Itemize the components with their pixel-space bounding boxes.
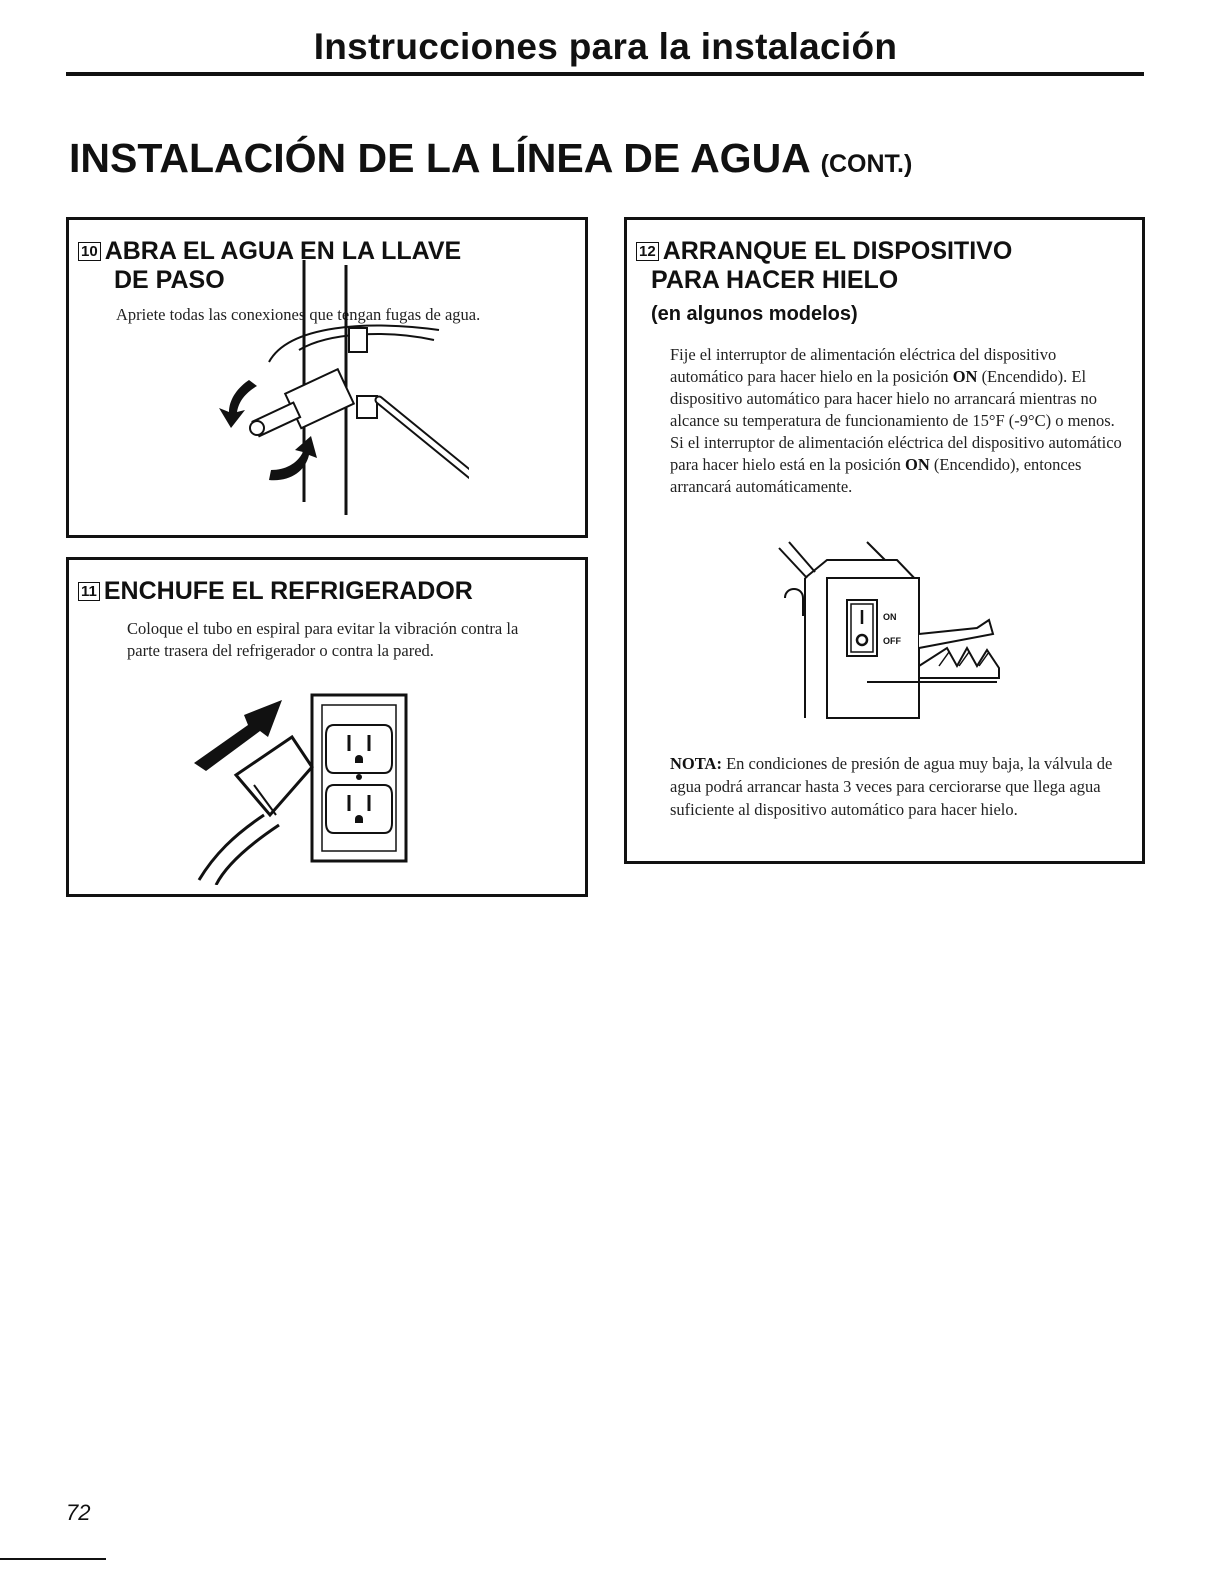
step-12-note <box>670 752 1130 821</box>
step-12-note-text: En condiciones de presión de agua muy baja, la válvula de agua podrá arrancar hasta 3 veces para cerciorarse que llega agua suficiente al dispositivo automático para hacer hielo. <box>670 754 1113 819</box>
step-11-panel <box>66 557 588 897</box>
step-12-text <box>670 344 1130 498</box>
step-12-on-2: ON <box>905 455 930 474</box>
step-12-text-c: (Encendido), entonces arrancará automáticamente. <box>670 455 1082 496</box>
step-10-number: 10 <box>78 242 101 261</box>
icemaker-switch-off-label: OFF <box>883 636 901 646</box>
section-title-cont: (CONT.) <box>820 150 913 178</box>
shutoff-valve-illustration <box>209 250 469 520</box>
step-10-title-line1: ABRA EL AGUA EN LA LLAVE <box>104 237 462 265</box>
step-10-panel <box>66 217 588 538</box>
step-10-text: Apriete todas las conexiones que tengan fugas de agua. <box>116 305 481 324</box>
step-11-title <box>78 577 473 606</box>
step-12-on-1: ON <box>952 367 978 386</box>
icemaker-switch-on-label: ON <box>883 612 897 622</box>
page-number: 72 <box>66 1500 91 1525</box>
icemaker-switch-illustration <box>767 538 1017 728</box>
footer-rule <box>0 1558 106 1560</box>
step-11-number: 11 <box>78 582 100 601</box>
step-12-note-label: NOTA: <box>670 754 722 773</box>
step-11-title-text: ENCHUFE EL REFRIGERADOR <box>103 577 473 605</box>
section-title-text: INSTALACIÓN DE LA LÍNEA DE AGUA <box>69 135 810 181</box>
step-12-subtitle: (en algunos modelos) <box>651 303 858 325</box>
section-title <box>69 135 912 182</box>
step-12-title <box>636 237 1012 295</box>
step-12-text-a: Fije el interruptor de alimentación eléctrica del dispositivo automático para hacer hielo en la posición <box>670 345 1057 386</box>
page-header-title: Instrucciones para la instalación <box>313 26 898 67</box>
step-12-title-line1: ARRANQUE EL DISPOSITIVO <box>662 237 1013 265</box>
step-12-panel <box>624 217 1145 864</box>
step-11-text: Coloque el tubo en espiral para evitar la vibración contra la parte trasera del refrigerador o contra la pared. <box>127 619 519 660</box>
header-rule <box>66 72 1144 76</box>
step-12-number: 12 <box>636 242 659 261</box>
outlet-plug-illustration <box>184 675 474 885</box>
step-12-title-line2: PARA HACER HIELO <box>651 266 899 294</box>
step-12-text-b: (Encendido). El dispositivo automático para hacer hielo no arrancará mientras no alcance su temperatura de funcionamiento de 15°F (-9°C) o menos. Si el interruptor de alimentación eléctrica del dispositivo automático para hacer hielo está en la posición <box>670 367 1122 474</box>
step-10-title-line2: DE PASO <box>114 266 225 294</box>
